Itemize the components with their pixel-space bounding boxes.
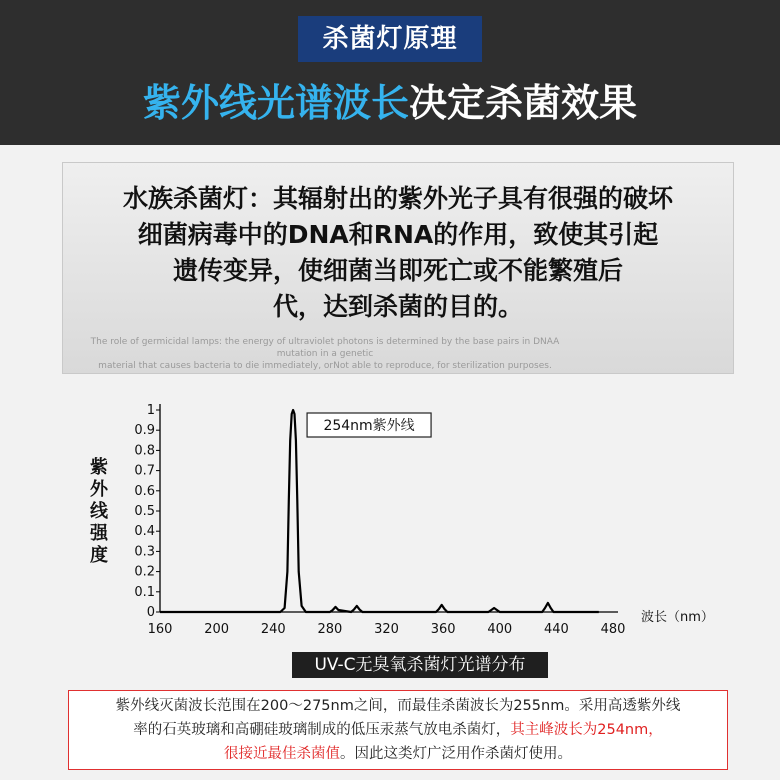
x-tick-label: 200 (204, 622, 230, 637)
spectrum-chart (0, 395, 780, 645)
y-tick-label: 0 (146, 605, 155, 620)
y-axis-label-char: 紫 (90, 457, 108, 478)
spectrum-line (160, 410, 599, 612)
x-axis-label: 波长（nm） (641, 610, 714, 625)
description-line: 水族杀菌灯：其辐射出的紫外光子具有很强的破坏 (122, 184, 673, 213)
x-tick-label: 160 (147, 622, 173, 637)
y-tick-label: 0.5 (134, 504, 155, 519)
x-tick-label: 280 (317, 622, 343, 637)
headline-highlight: 紫外线光谱波长 (142, 81, 409, 125)
section-badge: 杀菌灯原理 (298, 16, 482, 62)
y-tick-label: 1 (146, 403, 155, 418)
x-tick-label: 240 (260, 622, 286, 637)
description-line: 细菌病毒中的DNA和RNA的作用，致使其引起 (137, 220, 659, 249)
y-tick-label: 0.3 (134, 544, 155, 560)
y-tick-label: 0.7 (134, 463, 155, 479)
description-line: 代，达到杀菌的目的。 (272, 292, 523, 321)
english-line: The role of germicidal lamps: the energy of ultraviolet photons is determined by the base pairs in DNAA mutation in a genetic (90, 337, 560, 359)
y-tick-label: 0.6 (134, 483, 155, 499)
y-tick-label: 0.9 (134, 423, 155, 439)
y-axis-label-char: 强 (90, 523, 108, 544)
note-highlight: 很接近最佳杀菌值 (224, 746, 340, 762)
description-text (73, 181, 723, 325)
note-line: 紫外线灭菌波长范围在200～275nm之间，而最佳杀菌波长为255nm。采用高透紫外线 (115, 698, 681, 714)
header-banner (0, 0, 780, 145)
info-note (68, 690, 728, 770)
y-tick-label: 0.1 (134, 584, 155, 600)
x-tick-label: 440 (543, 622, 569, 637)
note-line (69, 718, 727, 742)
x-tick-label: 360 (430, 622, 456, 637)
x-tick-label: 480 (600, 622, 626, 637)
y-tick-label: 0.4 (134, 524, 155, 540)
note-line (69, 742, 727, 766)
y-tick-label: 0.8 (134, 443, 155, 459)
x-tick-label: 400 (487, 622, 513, 637)
note-text: 。因此这类灯广泛用作杀菌灯使用。 (340, 746, 572, 762)
english-caption (70, 336, 580, 372)
y-axis-label-char: 外 (90, 479, 108, 500)
headline-rest: 决定杀菌效果 (409, 81, 638, 125)
y-axis-label-char: 度 (90, 545, 108, 566)
chart-caption: UV-C无臭氧杀菌灯光谱分布 (292, 652, 548, 678)
note-text: 率的石英玻璃和高硼硅玻璃制成的低压汞蒸气放电杀菌灯， (133, 722, 511, 738)
page-headline (0, 78, 780, 128)
peak-annotation: 254nm紫外线 (323, 418, 415, 434)
note-highlight: 其主峰波长为254nm， (510, 722, 663, 738)
y-tick-label: 0.2 (134, 564, 155, 580)
english-line: material that causes bacteria to die immediately, orNot able to reproduce, for sterilization purposes. (98, 361, 552, 371)
x-tick-label: 320 (374, 622, 399, 637)
description-line: 遗传变异，使细菌当即死亡或不能繁殖后 (172, 256, 623, 285)
y-axis-label-char: 线 (90, 501, 108, 522)
